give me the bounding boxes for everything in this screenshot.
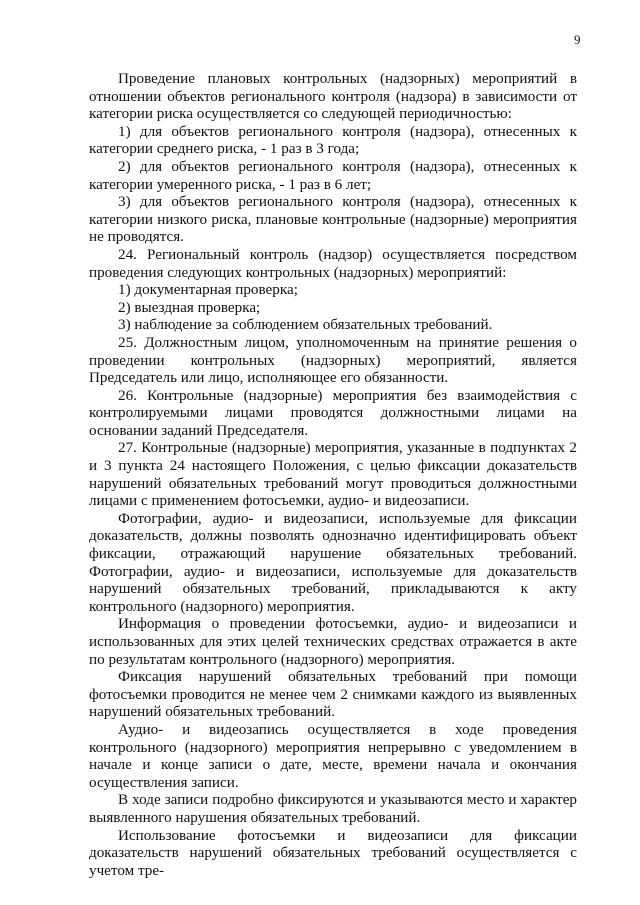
- paragraph-planned-events-intro: Проведение плановых контрольных (надзорных) мероприятий в отношении объектов регионального контроля (надзора) в зависимости от категории риска осуществляется со следующей периодичностью:: [89, 70, 577, 123]
- paragraph-moderate-risk: 2) для объектов регионального контроля (надзора), отнесенных к категории умеренного риска, - 1 раз в 6 лет;: [89, 157, 577, 193]
- paragraph-clause-26: 26. Контрольные (надзорные) мероприятия без взаимодействия с контролируемыми лицами проводятся должностными лицами на основании заданий Председателя.: [89, 386, 577, 439]
- paragraph-recording-info: Информация о проведении фотосъемки, аудио- и видеозаписи и использованных для этих целей технических средствах отражается в акте по результатам контрольного (надзорного) мероприятия.: [89, 615, 577, 668]
- paragraph-low-risk: 3) для объектов регионального контроля (надзора), отнесенных к категории низкого риска, плановые контрольные (надзорные) мероприятия не проводятся.: [89, 193, 577, 246]
- paragraph-observation: 3) наблюдение за соблюдением обязательных требований.: [118, 316, 493, 334]
- paragraph-usage-photo-video: Использование фотосъемки и видеозаписи для фиксации доказательств нарушений обязательных требований осуществляется с учетом тре-: [89, 826, 577, 879]
- paragraph-clause-24: 24. Региональный контроль (надзор) осуществляется посредством проведения следующих контрольных (надзорных) мероприятий:: [89, 245, 577, 281]
- paragraph-photo-evidence: Фотографии, аудио- и видеозаписи, используемые для фиксации доказательств, должны позволять однозначно идентифицировать объект фиксации, отражающий нарушение обязательных требований. Фотографии, аудио- и видеозаписи, используемые для доказательств нарушений обязательных требований, прикладываются к акту контрольного (надзорного) мероприятия.: [89, 509, 577, 615]
- paragraph-documentary-check: 1) документарная проверка;: [118, 281, 298, 299]
- paragraph-photo-fixation: Фиксация нарушений обязательных требований при помощи фотосъемки проводится не менее чем 2 снимками каждого из выявленных нарушений обязательных требований.: [89, 668, 577, 721]
- page-number: 9: [574, 32, 581, 47]
- document-body: [89, 70, 577, 879]
- paragraph-clause-27: 27. Контрольные (надзорные) мероприятия, указанные в подпунктах 2 и 3 пункта 24 настоящего Положения, с целью фиксации доказательств нарушений обязательных требований могут проводиться должностными лицами с применением фотосъемки, аудио- и видеозаписи.: [89, 439, 577, 510]
- paragraph-clause-25: 25. Должностным лицом, уполномоченным на принятие решения о проведении контрольных (надзорных) мероприятий, является Председатель или лицо, исполняющее его обязанности.: [89, 333, 577, 387]
- paragraph-medium-risk: 1) для объектов регионального контроля (надзора), отнесенных к категории среднего риска, - 1 раз в 3 года;: [89, 122, 577, 158]
- paragraph-recording-details: В ходе записи подробно фиксируются и указываются место и характер выявленного нарушения обязательных требований.: [89, 791, 577, 826]
- paragraph-audio-video: Аудио- и видеозапись осуществляется в ходе проведения контрольного (надзорного) мероприятия непрерывно с уведомлением в начале и конце записи о дате, месте, времени начала и окончания осуществления записи.: [89, 720, 577, 791]
- paragraph-field-check: 2) выездная проверка;: [118, 298, 261, 316]
